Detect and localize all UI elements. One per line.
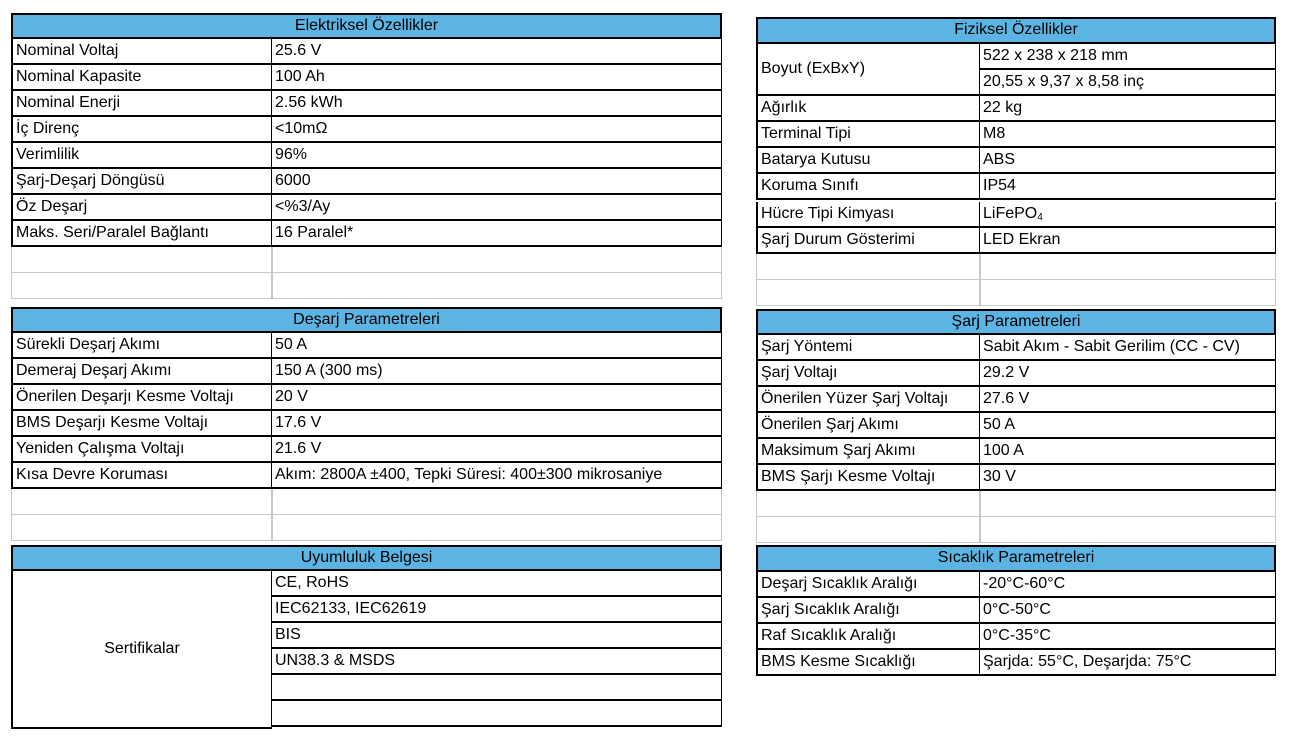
row-label: Nominal Kapasite bbox=[11, 65, 272, 91]
table-row bbox=[11, 437, 722, 463]
table-row bbox=[11, 65, 722, 91]
empty-cell bbox=[756, 517, 980, 543]
row-label: Demeraj Deşarj Akımı bbox=[11, 359, 272, 385]
certificate-value: UN38.3 & MSDS bbox=[272, 649, 722, 675]
table-row bbox=[756, 148, 1276, 174]
sertifikalar-label: Sertifikalar bbox=[11, 571, 272, 729]
row-value: 2.56 kWh bbox=[272, 91, 722, 117]
table-row bbox=[11, 91, 722, 117]
table-row bbox=[11, 221, 722, 247]
table-row bbox=[756, 598, 1276, 624]
empty-cell bbox=[11, 515, 272, 541]
empty-cell bbox=[980, 517, 1276, 543]
table-row bbox=[756, 439, 1276, 465]
table-row bbox=[11, 463, 722, 489]
row-label: Önerilen Yüzer Şarj Voltajı bbox=[756, 387, 980, 413]
row-label: Maks. Seri/Paralel Bağlantı bbox=[11, 221, 272, 247]
row-label: BMS Şarjı Kesme Voltajı bbox=[756, 465, 980, 491]
row-label: Şarj-Deşarj Döngüsü bbox=[11, 169, 272, 195]
row-label: Şarj Voltajı bbox=[756, 361, 980, 387]
row-value: 50 A bbox=[272, 333, 722, 359]
row-label: Öz Deşarj bbox=[11, 195, 272, 221]
empty-cell bbox=[11, 489, 272, 515]
row-value: IP54 bbox=[980, 174, 1276, 200]
table-row bbox=[756, 335, 1276, 361]
table-row bbox=[11, 649, 722, 675]
certificate-value bbox=[272, 701, 722, 727]
fiziksel-table bbox=[756, 17, 1276, 309]
row-label: Yeniden Çalışma Voltajı bbox=[11, 437, 272, 463]
fiziksel-header: Fiziksel Özellikler bbox=[756, 17, 1276, 44]
row-label: BMS Deşarjı Kesme Voltajı bbox=[11, 411, 272, 437]
table-row bbox=[11, 701, 722, 727]
table-row bbox=[756, 387, 1276, 413]
row-label: Verimlilik bbox=[11, 143, 272, 169]
row-value: 17.6 V bbox=[272, 411, 722, 437]
row-value: 150 A (300 ms) bbox=[272, 359, 722, 385]
empty-cell bbox=[980, 491, 1276, 517]
row-value: 6000 bbox=[272, 169, 722, 195]
table-row bbox=[756, 572, 1276, 598]
empty-row bbox=[11, 489, 722, 515]
row-label: Raf Sıcaklık Aralığı bbox=[756, 624, 980, 650]
row-label: Sürekli Deşarj Akımı bbox=[11, 333, 272, 359]
row-value: 22 kg bbox=[980, 96, 1276, 122]
empty-cell bbox=[756, 491, 980, 517]
table-row bbox=[11, 39, 722, 65]
row-label: Şarj Sıcaklık Aralığı bbox=[756, 598, 980, 624]
elektriksel-header: Elektriksel Özellikler bbox=[11, 13, 722, 39]
row-label: Deşarj Sıcaklık Aralığı bbox=[756, 572, 980, 598]
empty-cell bbox=[272, 247, 722, 273]
hucre-value-main: LiFePO bbox=[983, 205, 1038, 222]
empty-cell bbox=[980, 254, 1276, 280]
row-label: BMS Kesme Sıcaklığı bbox=[756, 650, 980, 676]
row-label: Önerilen Deşarjı Kesme Voltajı bbox=[11, 385, 272, 411]
boyut-inc-row bbox=[756, 70, 1276, 96]
table-row bbox=[756, 122, 1276, 148]
boyut-mm-value: 522 x 238 x 218 mm bbox=[980, 44, 1276, 70]
hucre-value bbox=[980, 202, 1276, 228]
table-row bbox=[11, 117, 722, 143]
table-row bbox=[11, 359, 722, 385]
table-row bbox=[11, 623, 722, 649]
boyut-inc-value: 20,55 x 9,37 x 8,58 inç bbox=[980, 70, 1276, 96]
empty-row bbox=[756, 491, 1276, 517]
row-label: Kısa Devre Koruması bbox=[11, 463, 272, 489]
empty-cell bbox=[756, 280, 980, 306]
row-label: Şarj Yöntemi bbox=[756, 335, 980, 361]
table-row bbox=[756, 361, 1276, 387]
empty-cell bbox=[272, 489, 722, 515]
sarj-durum-label: Şarj Durum Gösterimi bbox=[756, 228, 980, 254]
sicaklik-table bbox=[756, 545, 1276, 679]
row-value: 16 Paralel* bbox=[272, 221, 722, 247]
row-label: Koruma Sınıfı bbox=[756, 174, 980, 200]
table-row bbox=[11, 143, 722, 169]
row-value: 0°C-35°C bbox=[980, 624, 1276, 650]
hucre-row bbox=[756, 202, 1276, 228]
table-row bbox=[11, 195, 722, 221]
row-value: 27.6 V bbox=[980, 387, 1276, 413]
empty-cell bbox=[980, 280, 1276, 306]
uyumluluk-header: Uyumluluk Belgesi bbox=[11, 545, 722, 571]
boyut-mm-row bbox=[756, 44, 1276, 70]
row-value: <%3/Ay bbox=[272, 195, 722, 221]
table-row bbox=[11, 411, 722, 437]
table-row bbox=[756, 96, 1276, 122]
hucre-label: Hücre Tipi Kimyası bbox=[756, 202, 980, 228]
row-value: 20 V bbox=[272, 385, 722, 411]
empty-row bbox=[11, 247, 722, 273]
certificate-value: IEC62133, IEC62619 bbox=[272, 597, 722, 623]
row-value: ABS bbox=[980, 148, 1276, 174]
row-label: İç Direnç bbox=[11, 117, 272, 143]
row-label: Maksimum Şarj Akımı bbox=[756, 439, 980, 465]
empty-row bbox=[756, 254, 1276, 280]
elektriksel-table bbox=[11, 13, 722, 305]
row-value: Sabit Akım - Sabit Gerilim (CC - CV) bbox=[980, 335, 1276, 361]
row-value: 50 A bbox=[980, 413, 1276, 439]
empty-row bbox=[11, 515, 722, 541]
desarj-header: Deşarj Parametreleri bbox=[11, 307, 722, 333]
row-value: 100 A bbox=[980, 439, 1276, 465]
empty-cell bbox=[756, 254, 980, 280]
sarj-table bbox=[756, 309, 1276, 545]
row-value: 30 V bbox=[980, 465, 1276, 491]
row-label: Batarya Kutusu bbox=[756, 148, 980, 174]
row-value: 0°C-50°C bbox=[980, 598, 1276, 624]
empty-row bbox=[756, 280, 1276, 306]
sarj-header: Şarj Parametreleri bbox=[756, 309, 1276, 335]
certificate-value: BIS bbox=[272, 623, 722, 649]
boyut-label: Boyut (ExBxY) bbox=[756, 44, 980, 96]
row-value: 96% bbox=[272, 143, 722, 169]
certificate-value bbox=[272, 675, 722, 701]
empty-cell bbox=[272, 515, 722, 541]
row-label: Nominal Voltaj bbox=[11, 39, 272, 65]
row-label: Ağırlık bbox=[756, 96, 980, 122]
table-row bbox=[756, 174, 1276, 200]
table-row bbox=[11, 169, 722, 195]
row-value: M8 bbox=[980, 122, 1276, 148]
row-value: 100 Ah bbox=[272, 65, 722, 91]
row-value: 29.2 V bbox=[980, 361, 1276, 387]
empty-cell bbox=[11, 247, 272, 273]
table-row bbox=[756, 413, 1276, 439]
sicaklik-header: Sıcaklık Parametreleri bbox=[756, 545, 1276, 572]
row-label: Önerilen Şarj Akımı bbox=[756, 413, 980, 439]
table-row bbox=[11, 597, 722, 623]
empty-row bbox=[11, 273, 722, 299]
row-value: 25.6 V bbox=[272, 39, 722, 65]
row-label: Terminal Tipi bbox=[756, 122, 980, 148]
table-row bbox=[756, 465, 1276, 491]
sarj-durum-value: LED Ekran bbox=[980, 228, 1276, 254]
certificate-value: CE, RoHS bbox=[272, 571, 722, 597]
empty-cell bbox=[272, 273, 722, 299]
row-value: Akım: 2800A ±400, Tepki Süresi: 400±300 mikrosaniye bbox=[272, 463, 722, 489]
empty-cell bbox=[11, 273, 272, 299]
desarj-table bbox=[11, 307, 722, 543]
hucre-value-sub: 4 bbox=[1037, 212, 1043, 223]
table-row bbox=[11, 385, 722, 411]
sarj-durum-row bbox=[756, 228, 1276, 254]
row-value: 21.6 V bbox=[272, 437, 722, 463]
table-row bbox=[11, 675, 722, 701]
table-row bbox=[756, 650, 1276, 676]
row-value: <10mΩ bbox=[272, 117, 722, 143]
table-row bbox=[756, 624, 1276, 650]
row-value: Şarjda: 55°C, Deşarjda: 75°C bbox=[980, 650, 1276, 676]
empty-row bbox=[756, 517, 1276, 543]
table-row bbox=[11, 333, 722, 359]
row-label: Nominal Enerji bbox=[11, 91, 272, 117]
row-value: -20°C-60°C bbox=[980, 572, 1276, 598]
table-row bbox=[11, 571, 722, 597]
uyumluluk-table bbox=[11, 545, 722, 731]
